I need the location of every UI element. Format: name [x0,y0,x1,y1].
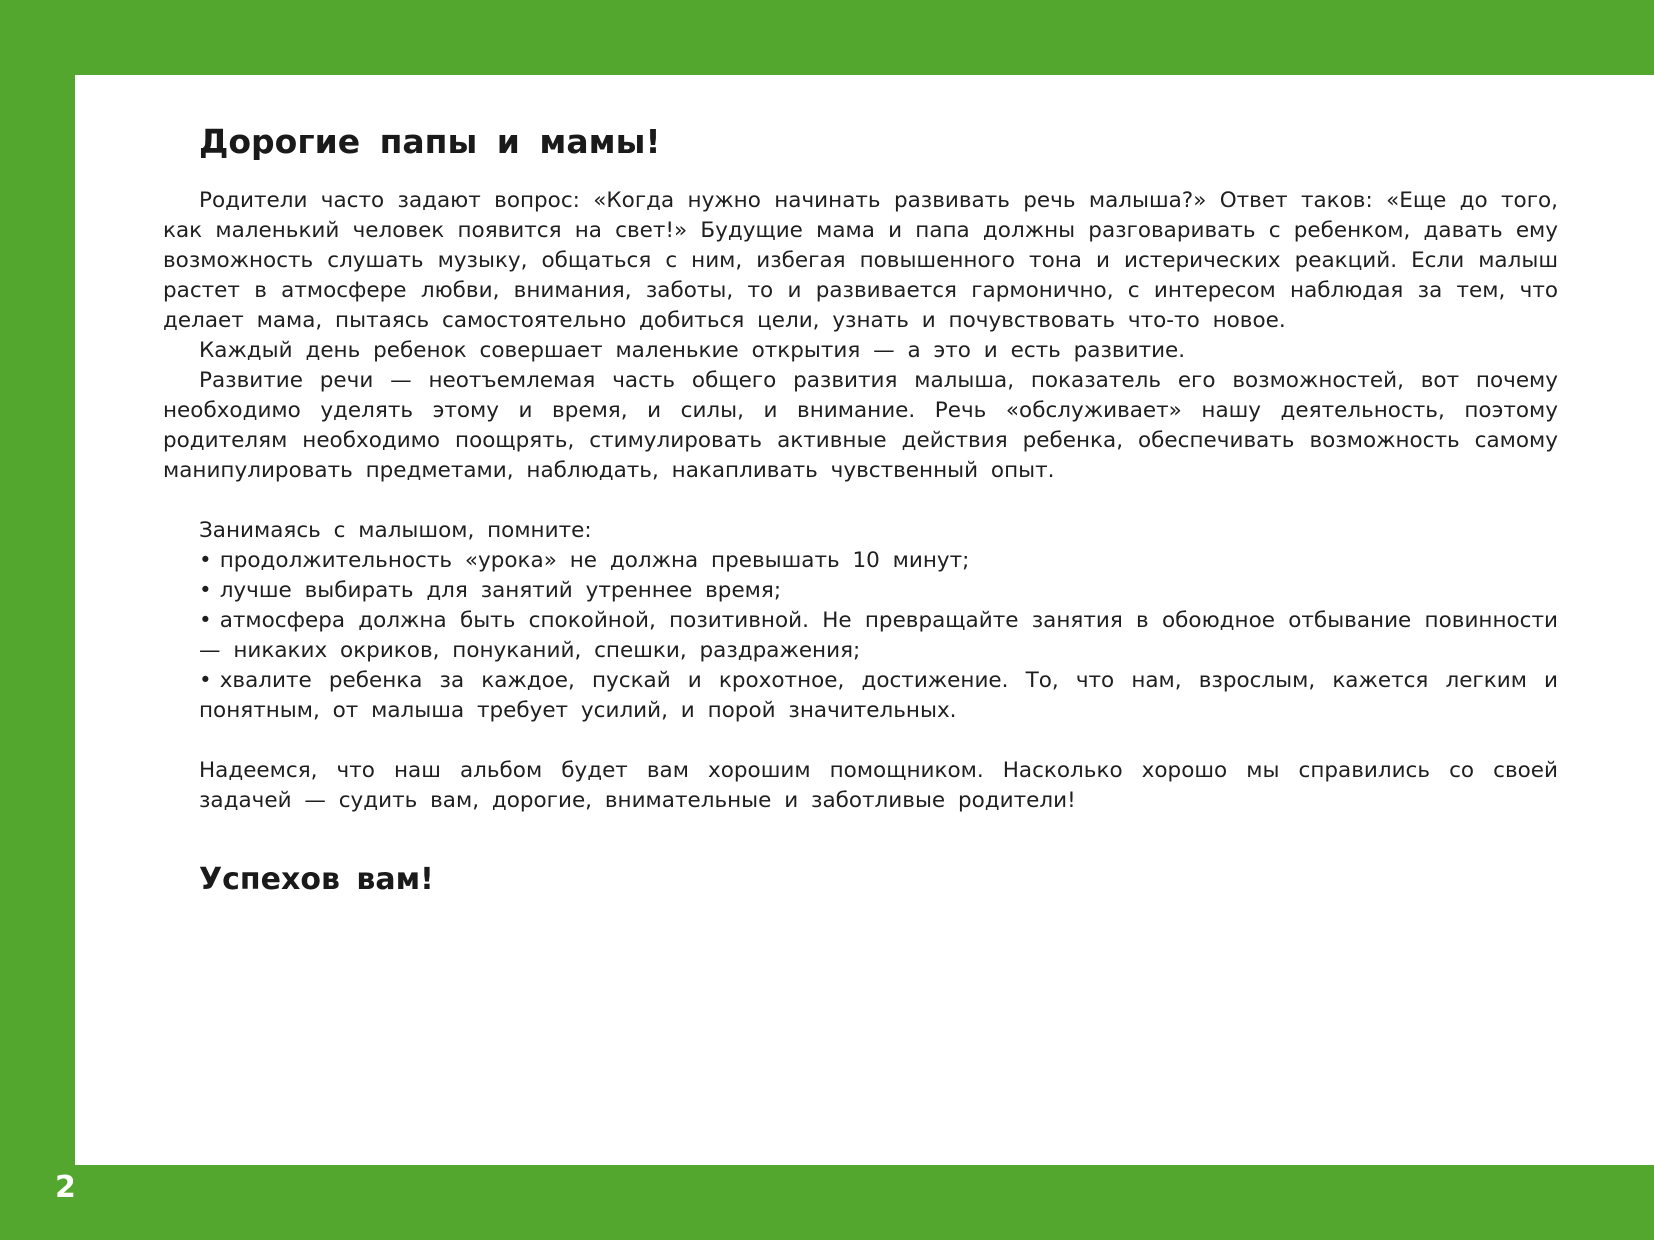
list-item [163,546,1558,576]
top-green-band [0,0,1654,75]
page-title: Дорогие папы и мамы! [199,122,661,161]
letter-content [163,120,1558,900]
list-item-text: атмосфера должна быть спокойной, позитивной. Не превращайте занятия в обоюдное отбывание повинности — никаких окриков, понуканий, спешки, раздражения; [199,608,1558,663]
bullet-icon: • [199,548,212,573]
bottom-green-band [0,1165,1654,1240]
closing-paragraph: Надеемся, что наш альбом будет вам хорошим помощником. Насколько хорошо мы справились со своей задачей — судить вам, дорогие, внимательные и заботливые родители! [199,758,1558,813]
bullet-icon: • [199,668,212,693]
list-item-text: лучше выбирать для занятий утреннее время; [219,578,782,603]
bullet-icon: • [199,578,212,603]
discoveries-paragraph: Каждый день ребенок совершает маленькие открытия — а это и есть развитие. [199,338,1186,363]
page-number: 2 [55,1170,76,1205]
list-item [163,606,1558,666]
speech-development-paragraph: Развитие речи — неотъемлемая часть общего развития малыша, показатель его возможностей, вот почему необходимо уделять этому и время, и силы, и внимание. Речь «обслуживает» нашу деятельность, поэтому родителям необходимо поощрять, стимулировать активные действия ребенка, обеспечивать возможность самому манипулировать предметами, наблюдать, накапливать чувственный опыт. [163,368,1558,483]
bullet-icon: • [199,608,212,633]
list-item-text: хвалите ребенка за каждое, пускай и крохотное, достижение. То, что нам, взрослым, кажется легким и понятным, от малыша требует усилий, и порой значительных. [199,668,1558,723]
left-green-band [0,0,75,1240]
intro-paragraph: Родители часто задают вопрос: «Когда нужно начинать развивать речь малыша?» Ответ таков: «Еще до того, как маленький человек появится на свет!» Будущие мама и папа должны разговаривать с ребенком, давать ему возможность слушать музыку, общаться с ним, избегая повышенного тона и истерических реакций. Если малыш растет в атмосфере любви, внимания, заботы, то и развивается гармонично, с интересом наблюдая за тем, что делает мама, пытаясь самостоятельно добиться цели, узнать и почувствовать что-то новое. [163,188,1558,333]
list-intro: Занимаясь с малышом, помните: [199,518,592,543]
signoff: Успехов вам! [199,862,434,897]
list-item-text: продолжительность «урока» не должна превышать 10 минут; [219,548,970,573]
list-item [163,576,1558,606]
list-item [163,666,1558,726]
